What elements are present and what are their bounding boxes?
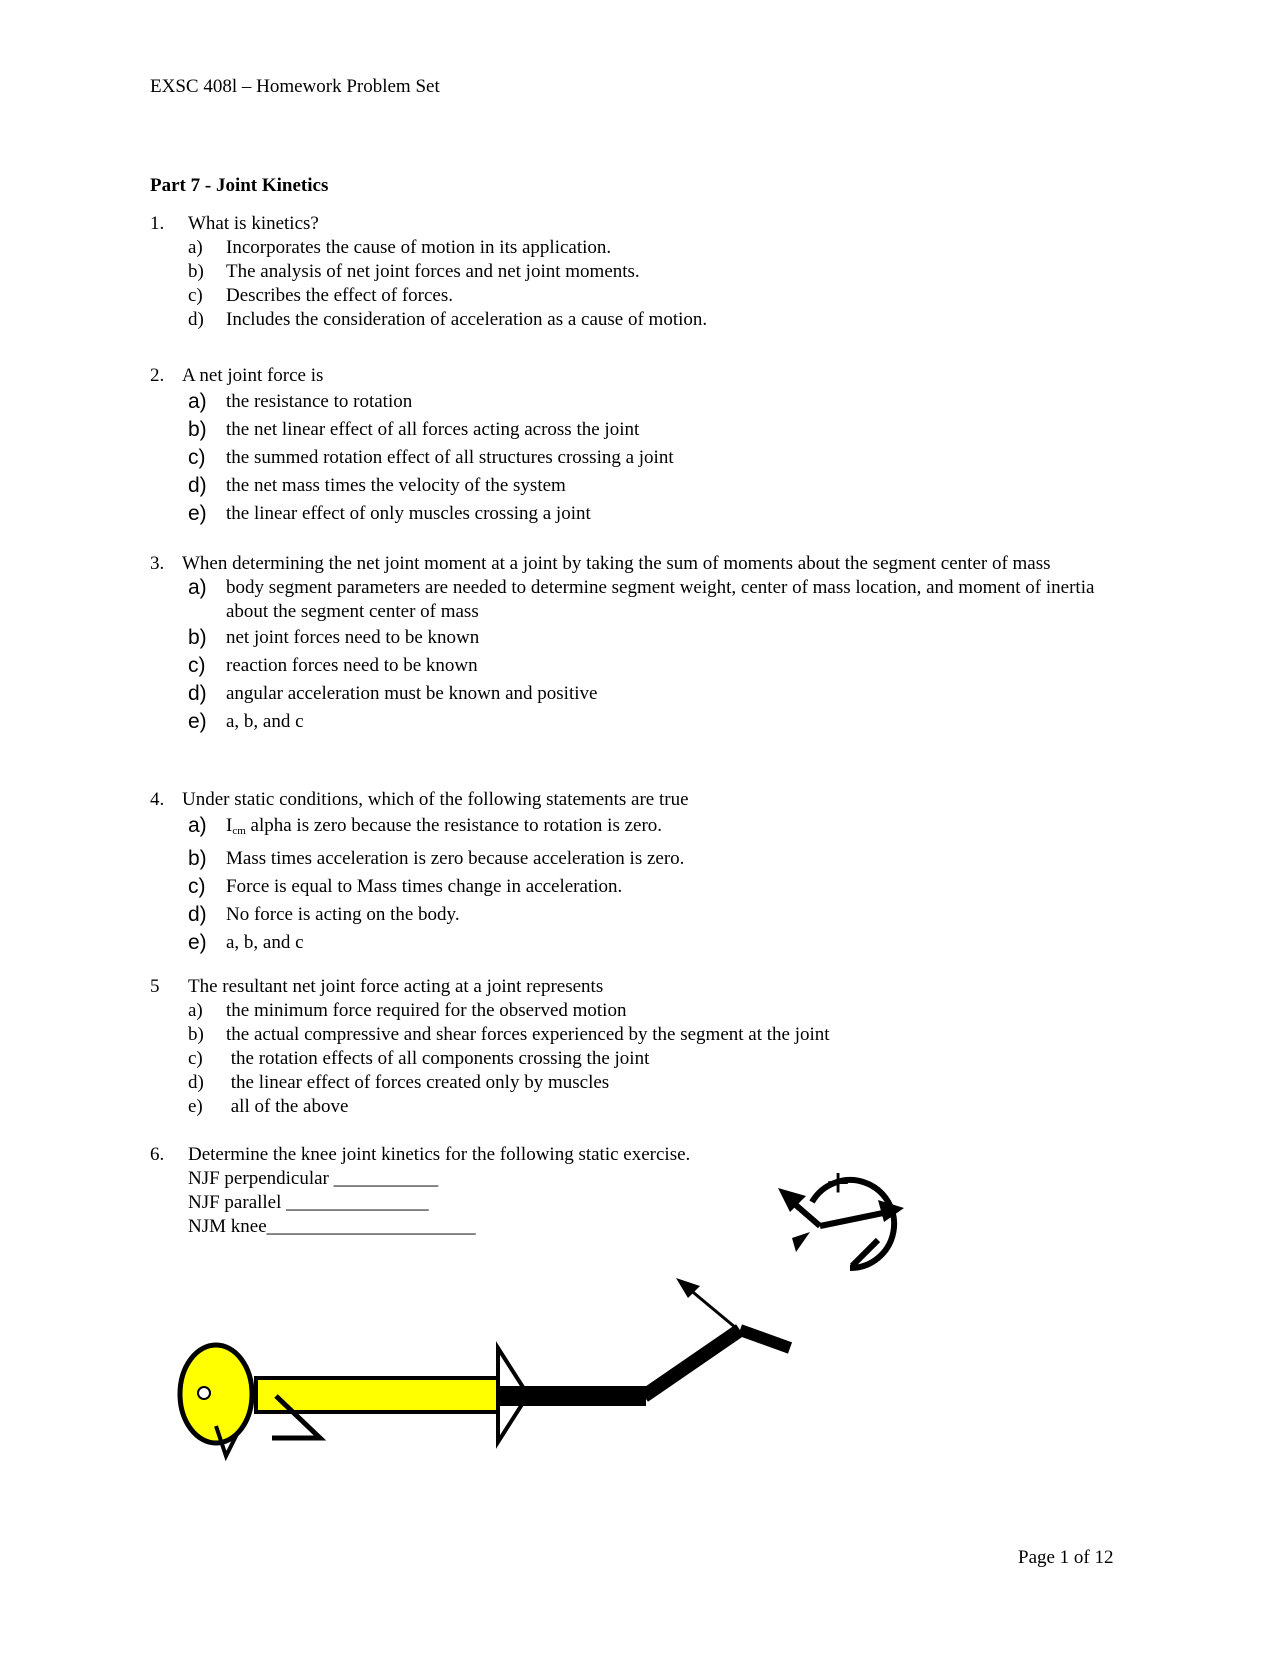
eye [198,1387,210,1399]
question-text: When determining the net joint moment at a joint by taking the sum of moments about the segment center of mass [182,553,1051,574]
option-label: b) [188,418,207,441]
option-text: Includes the consideration of acceleration as a cause of motion. [226,309,708,330]
option-text: all of the above [226,1096,349,1117]
moment-of-inertia-symbol: I [226,815,233,836]
part-title: Part 7 - Joint Kinetics [150,175,329,196]
option-label: a) [188,237,203,258]
arc-arrowhead [792,1232,810,1252]
option-label: a) [188,390,207,413]
thigh-segment [500,1386,646,1406]
option-label: b) [188,1024,204,1045]
force-vector [688,1288,736,1328]
option-text: the actual compressive and shear forces experienced by the segment at the joint [226,1024,830,1045]
document-header: EXSC 408l – Homework Problem Set [150,76,440,97]
option-label: c) [188,446,206,469]
question-number: 1. [150,213,165,234]
option-text: body segment parameters are needed to determine segment weight, center of mass location, and moment of inertia about the segment center of mass [226,577,1095,622]
plus-sign: + [826,1161,850,1205]
option-text: angular acceleration must be known and positive [226,683,598,704]
question-number: 4. [150,789,165,810]
option-text: the resistance to rotation [226,391,413,412]
option-label: d) [188,474,207,497]
question-text: Determine the knee joint kinetics for the following static exercise. [188,1144,691,1165]
y-axis-arrow [820,1212,888,1226]
option-label: b) [188,261,204,282]
question-number: 3. [150,553,165,574]
option-text: the linear effect of only muscles crossing a joint [226,503,591,524]
option-text: The analysis of net joint forces and net joint moments. [226,261,640,282]
option-text: the net mass times the velocity of the system [226,475,566,496]
option-label: c) [188,875,206,898]
njf-perpendicular-blank[interactable]: NJF perpendicular ___________ [188,1168,439,1189]
option-label: c) [188,654,206,677]
sign-convention-icon [778,1161,904,1268]
option-label: c) [188,1048,203,1069]
foot-segment [740,1330,790,1348]
option-label: d) [188,903,207,926]
option-text: Force is equal to Mass times change in acceleration. [226,876,623,897]
njm-knee-blank[interactable]: NJM knee______________________ [188,1216,476,1237]
question-number: 5 [150,976,160,997]
option-label: d) [188,682,207,705]
subscript: cm [232,825,246,837]
option-text: the summed rotation effect of all structures crossing a joint [226,447,674,468]
option-text: No force is acting on the body. [226,904,460,925]
option-label: d) [188,309,204,330]
option-label: b) [188,626,207,649]
option-text: the rotation effects of all components crossing the joint [226,1048,650,1069]
page-number: Page 1 of 12 [1018,1547,1114,1568]
shank-segment [644,1330,740,1396]
option-label: a) [188,1000,203,1021]
option-label: d) [188,1072,204,1093]
option-text: the linear effect of forces created only by muscles [226,1072,610,1093]
option-label: b) [188,847,207,870]
option-text: a, b, and c [226,711,304,732]
option-label: a) [188,576,207,599]
trunk-segment [256,1378,498,1412]
question-text: The resultant net joint force acting at a joint represents [188,976,604,997]
question-number: 6. [150,1144,165,1165]
option-label: e) [188,931,207,954]
option-text: net joint forces need to be known [226,627,480,648]
option-text: the minimum force required for the observed motion [226,1000,627,1021]
njf-parallel-blank[interactable]: NJF parallel _______________ [188,1192,429,1213]
option-text: a, b, and c [226,932,304,953]
question-number: 2. [150,365,165,386]
option-label: e) [188,710,207,733]
option-text: reaction forces need to be known [226,655,478,676]
question-text: What is kinetics? [188,213,319,234]
option-text: Incorporates the cause of motion in its application. [226,237,612,258]
option-text: Describes the effect of forces. [226,285,454,306]
option-text-rest: alpha is zero because the resistance to rotation is zero. [245,815,663,836]
question-text: A net joint force is [182,365,324,386]
option-text: Mass times acceleration is zero because acceleration is zero. [226,848,685,869]
question-text: Under static conditions, which of the following statements are true [182,789,689,810]
option-label: c) [188,285,203,306]
option-label: a) [188,814,207,837]
option-label: e) [188,1096,203,1117]
option-label: e) [188,502,207,525]
option-text: the net linear effect of all forces acting across the joint [226,419,640,440]
